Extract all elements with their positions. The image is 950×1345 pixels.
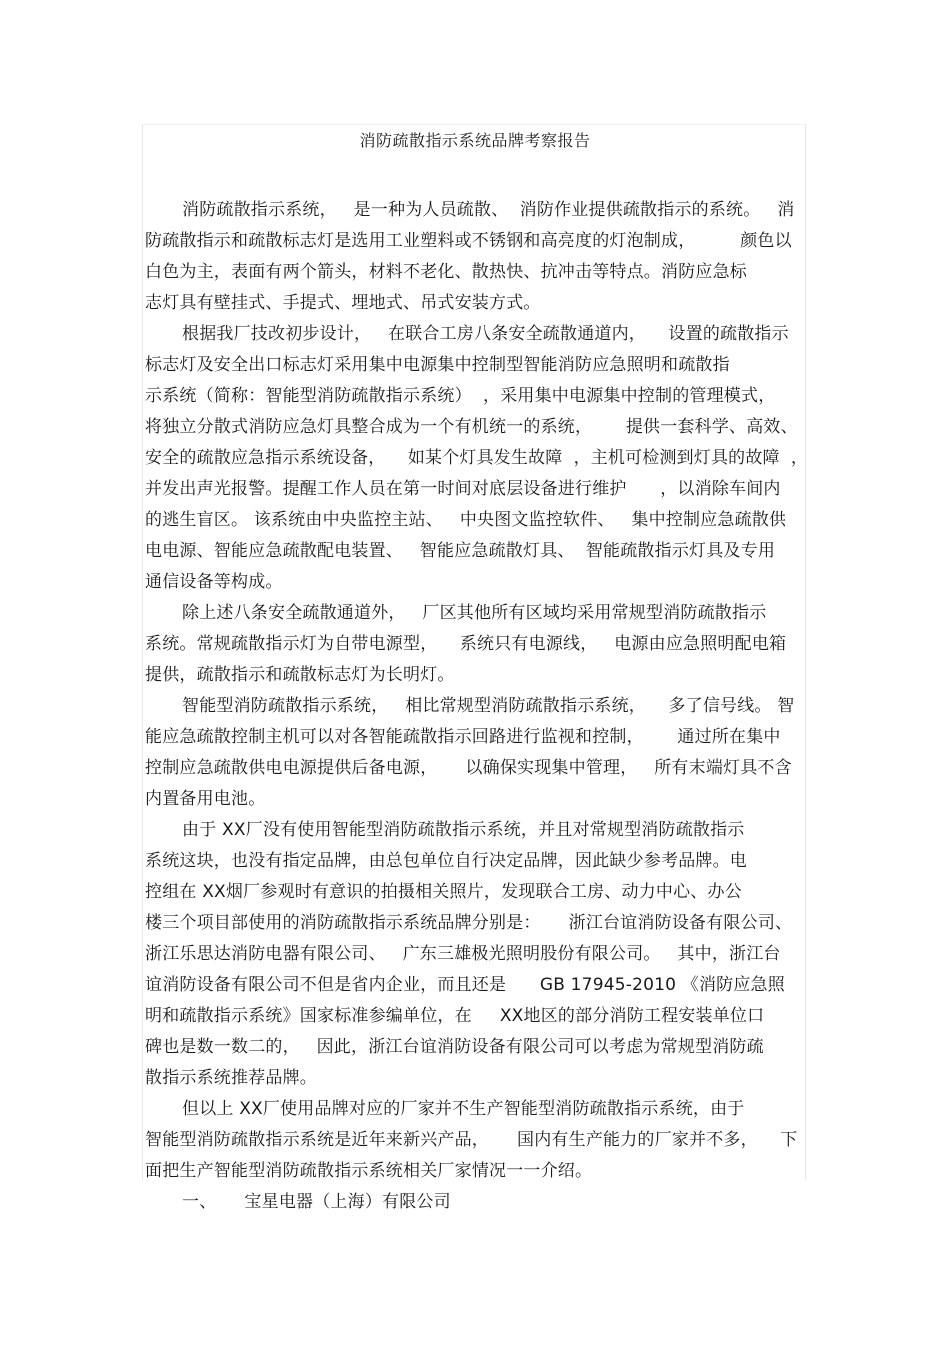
- text-line: 但以上 XX厂使用品牌对应的厂家并不生产智能型消防疏散指示系统，由于: [182, 1099, 745, 1119]
- text-line: 并发出声光报警。提醒工作人员在第一时间对底层设备进行维护 ，以消除车间内: [145, 479, 781, 499]
- text-line: 除上述八条安全疏散通道外， 厂区其他所有区域均采用常规型消防疏散指示: [182, 603, 767, 623]
- text-line: 碑也是数一数二的， 因此，浙江台谊消防设备有限公司可以考虑为常规型消防疏: [145, 1037, 764, 1057]
- text-line: 由于 XX厂没有使用智能型消防疏散指示系统，并且对常规型消防疏散指示: [182, 820, 745, 840]
- text-line: 面把生产智能型消防疏散指示系统相关厂家情况一一介绍。: [145, 1161, 593, 1181]
- text-line: 能应急疏散控制主机可以对各智能疏散指示回路进行监视和控制， 通过所在集中: [145, 727, 781, 747]
- text-line: 明和疏散指示系统》国家标准参编单位，在 XX地区的部分消防工程安装单位口: [145, 1006, 765, 1026]
- text-line: 智能型消防疏散指示系统是近年来新兴产品， 国内有生产能力的厂家并不多， 下: [145, 1130, 798, 1150]
- text-line: 内置备用电池。: [145, 789, 266, 809]
- text-line: 根据我厂技改初步设计， 在联合工房八条安全疏散通道内， 设置的疏散指示: [182, 324, 789, 344]
- text-line: 提供，疏散指示和疏散标志灯为长明灯。: [145, 665, 455, 685]
- text-line: 智能型消防疏散指示系统， 相比常规型消防疏散指示系统， 多了信号线。 智: [182, 696, 795, 716]
- text-line: 浙江乐思达消防电器有限公司、 广东三雄极光照明股份有限公司。 其中，浙江台: [145, 944, 781, 964]
- text-line: 系统。常规疏散指示灯为自带电源型， 系统只有电源线， 电源由应急照明配电箱: [145, 634, 787, 654]
- text-line: 白色为主，表面有两个箭头，材料不老化、散热快、抗冲击等特点。消防应急标: [145, 262, 747, 282]
- text-line: 消防疏散指示系统， 是一种为人员疏散、 消防作业提供疏散指示的系统。 消: [182, 200, 795, 220]
- text-line: 志灯具有壁挂式、手提式、埋地式、吊式安装方式。: [145, 293, 541, 313]
- text-line: 示系统（简称：智能型消防疏散指示系统） ，采用集中电源集中控制的管理模式，: [145, 386, 776, 406]
- text-line: 控制应急疏散供电电源提供后备电源， 以确保实现集中管理， 所有末端灯具不含: [145, 758, 792, 778]
- text-line: 安全的疏散应急指示系统设备， 如某个灯具发生故障 ，主机可检测到灯具的故障 ，: [145, 448, 809, 468]
- text-line: 系统这块，也没有指定品牌，由总包单位自行决定品牌，因此缺少参考品牌。电: [145, 851, 747, 871]
- text-line: 通信设备等构成。: [145, 572, 283, 592]
- document-title: 消防疏散指示系统品牌考察报告: [359, 131, 591, 150]
- text-line: 谊消防设备有限公司不但是省内企业，而且还是 GB 17945-2010 《消防应急照: [145, 975, 785, 995]
- section-heading: 一、 宝星电器（上海）有限公司: [182, 1192, 451, 1212]
- text-line: 的逃生盲区。 该系统由中央监控主站、 中央图文监控软件、 集中控制应急疏散供: [145, 510, 787, 530]
- text-line: 散指示系统推荐品牌。: [145, 1068, 317, 1088]
- text-line: 电电源、智能应急疏散配电装置、 智能应急疏散灯具、 智能疏散指示灯具及专用: [145, 541, 776, 561]
- text-line: 防疏散指示和疏散标志灯是选用工业塑料或不锈钢和高亮度的灯泡制成， 颜色以: [145, 231, 792, 251]
- text-line: 楼三个项目部使用的消防疏散指示系统品牌分别是： 浙江台谊消防设备有限公司、: [145, 913, 793, 933]
- text-line: 将独立分散式消防应急灯具整合成为一个有机统一的系统， 提供一套科学、高效、: [145, 417, 798, 437]
- text-line: 标志灯及安全出口标志灯采用集中电源集中控制型智能消防应急照明和疏散指: [145, 355, 730, 375]
- text-line: 控组在 XX烟厂参观时有意识的拍摄相关照片，发现联合工房、动力中心、办公: [145, 882, 742, 902]
